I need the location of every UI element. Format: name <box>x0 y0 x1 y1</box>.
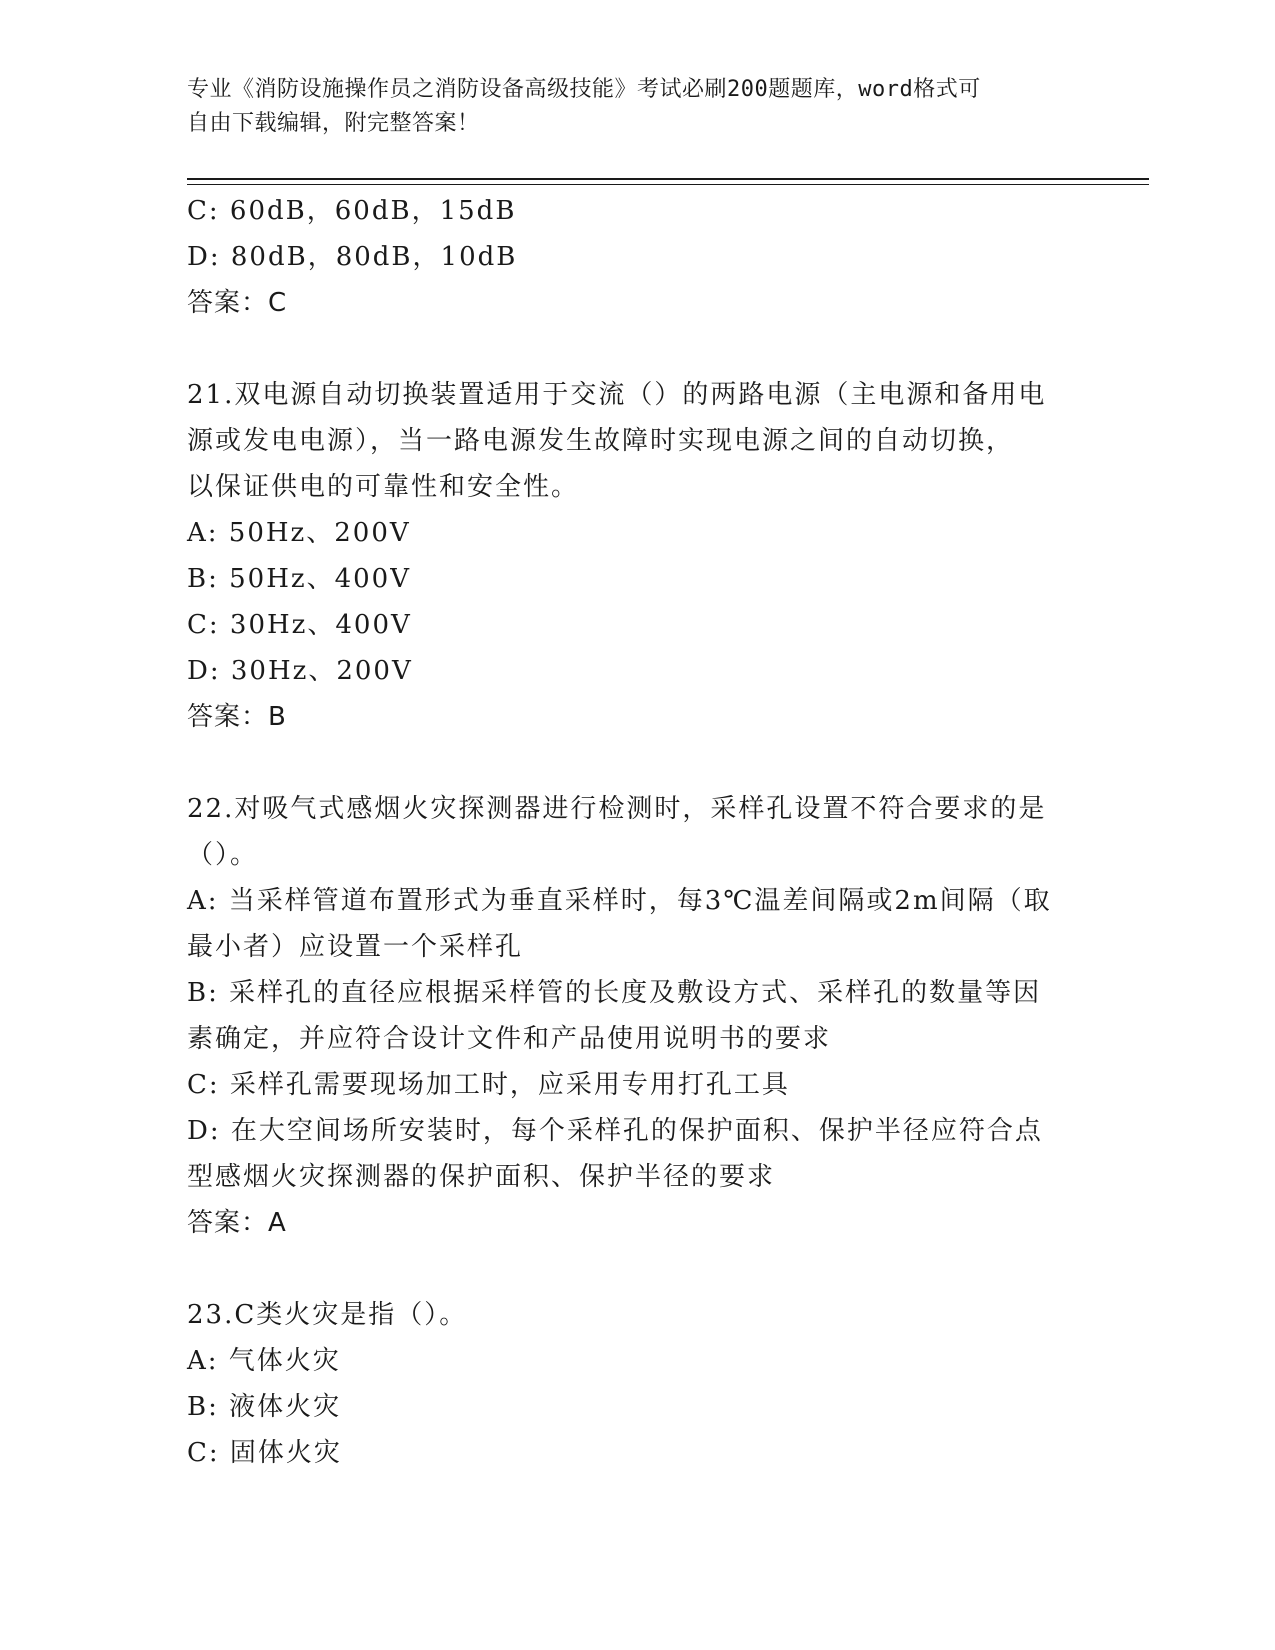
question-23 <box>187 1292 1087 1476</box>
q21-stem-line-2: 源或发电电源），当一路电源发生故障时实现电源之间的自动切换， <box>187 426 1015 456</box>
q21-stem-line-1: 21.双电源自动切换装置适用于交流（）的两路电源（主电源和备用电 <box>187 380 1047 410</box>
q20-option-d: D: 80dB，80dB，10dB <box>187 242 518 272</box>
q20-answer: 答案：C <box>187 288 288 318</box>
q22-option-a-line-1: A: 当采样管道布置形式为垂直采样时，每3℃温差间隔或2m间隔（取 <box>187 886 1052 916</box>
spacer <box>187 326 1087 372</box>
spacer <box>187 1246 1087 1292</box>
q22-stem-line-2: （）。 <box>187 840 259 870</box>
q22-option-c: C: 采样孔需要现场加工时，应采用专用打孔工具 <box>187 1070 790 1100</box>
q22-option-b-line-2: 素确定，并应符合设计文件和产品使用说明书的要求 <box>187 1024 832 1054</box>
header-divider-thin <box>187 184 1149 185</box>
q21-option-b: B: 50Hz、400V <box>187 564 411 594</box>
q21-stem-line-3: 以保证供电的可靠性和安全性。 <box>187 472 580 502</box>
q22-stem-line-1: 22.对吸气式感烟火灾探测器进行检测时，采样孔设置不符合要求的是 <box>187 794 1047 824</box>
q22-option-a-line-2: 最小者）应设置一个采样孔 <box>187 932 524 962</box>
question-21 <box>187 372 1087 740</box>
header-line-1: 专业《消防设施操作员之消防设备高级技能》考试必刷200题题库，word格式可 <box>187 77 981 102</box>
q23-stem: 23.C类火灾是指（）。 <box>187 1300 468 1330</box>
q22-option-d-line-1: D: 在大空间场所安装时，每个采样孔的保护面积、保护半径应符合点 <box>187 1116 1043 1146</box>
q21-option-d: D: 30Hz、200V <box>187 656 413 686</box>
q22-answer: 答案：A <box>187 1208 287 1238</box>
q22-option-b-line-1: B: 采样孔的直径应根据采样管的长度及敷设方式、采样孔的数量等因 <box>187 978 1042 1008</box>
question-20-partial <box>187 188 1087 326</box>
q23-option-c: C: 固体火灾 <box>187 1438 342 1468</box>
spacer <box>187 740 1087 786</box>
question-22 <box>187 786 1087 1246</box>
q21-option-a: A: 50Hz、200V <box>187 518 411 548</box>
q20-option-c: C: 60dB，60dB，15dB <box>187 196 517 226</box>
q23-option-b: B: 液体火灾 <box>187 1392 342 1422</box>
document-header <box>187 73 1087 141</box>
q23-option-a: A: 气体火灾 <box>187 1346 341 1376</box>
q21-answer: 答案：B <box>187 702 287 732</box>
header-line-2: 自由下载编辑，附完整答案！ <box>187 111 480 136</box>
header-divider-thick <box>187 178 1149 180</box>
question-content <box>187 188 1087 1476</box>
q22-option-d-line-2: 型感烟火灾探测器的保护面积、保护半径的要求 <box>187 1162 776 1192</box>
q21-option-c: C: 30Hz、400V <box>187 610 412 640</box>
